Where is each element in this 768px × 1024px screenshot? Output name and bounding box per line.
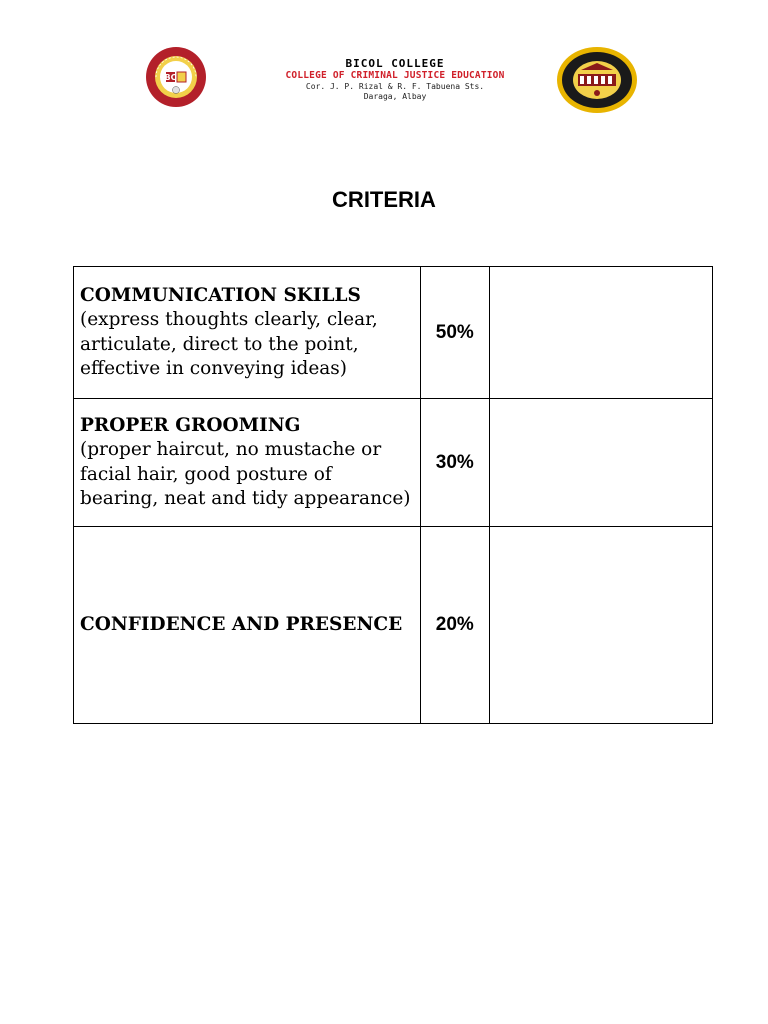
criterion-weight: 30%: [420, 399, 489, 527]
seal-initial-b: BC: [164, 73, 177, 82]
criterion-description: (express thoughts clearly, clear, articulate, direct to the point, effective in conveying ideas): [80, 309, 378, 379]
institution-name: BICOL COLLEGE: [345, 57, 445, 70]
criterion-heading: PROPER GROOMING: [80, 414, 301, 436]
criterion-weight: 20%: [420, 527, 489, 724]
criteria-table: [73, 266, 713, 724]
criterion-heading: COMMUNICATION SKILLS: [80, 284, 361, 306]
address-line-2: Daraga, Albay: [363, 92, 427, 101]
table-row: [74, 267, 713, 399]
letterhead-text: [240, 58, 550, 102]
table-row: [74, 399, 713, 527]
address-line-1: Cor. J. P. Rizal & R. F. Tabuena Sts.: [305, 82, 485, 91]
score-cell[interactable]: [489, 267, 712, 399]
score-cell[interactable]: [489, 527, 712, 724]
criterion-description: (proper haircut, no mustache or facial hair, good posture of bearing, neat and tidy appearance): [80, 439, 411, 509]
page-title: CRITERIA: [332, 187, 436, 212]
criterion-cell: [74, 267, 421, 399]
college-name: COLLEGE OF CRIMINAL JUSTICE EDUCATION: [285, 70, 505, 81]
criminal-justice-seal-icon: [556, 46, 638, 118]
bicol-college-seal-icon: [145, 46, 207, 112]
letterhead: [0, 40, 768, 120]
criterion-heading: CONFIDENCE AND PRESENCE: [80, 613, 403, 635]
criterion-cell: [74, 527, 421, 724]
criterion-weight: 50%: [420, 267, 489, 399]
criterion-cell: [74, 399, 421, 527]
table-row: [74, 527, 713, 724]
score-cell[interactable]: [489, 399, 712, 527]
